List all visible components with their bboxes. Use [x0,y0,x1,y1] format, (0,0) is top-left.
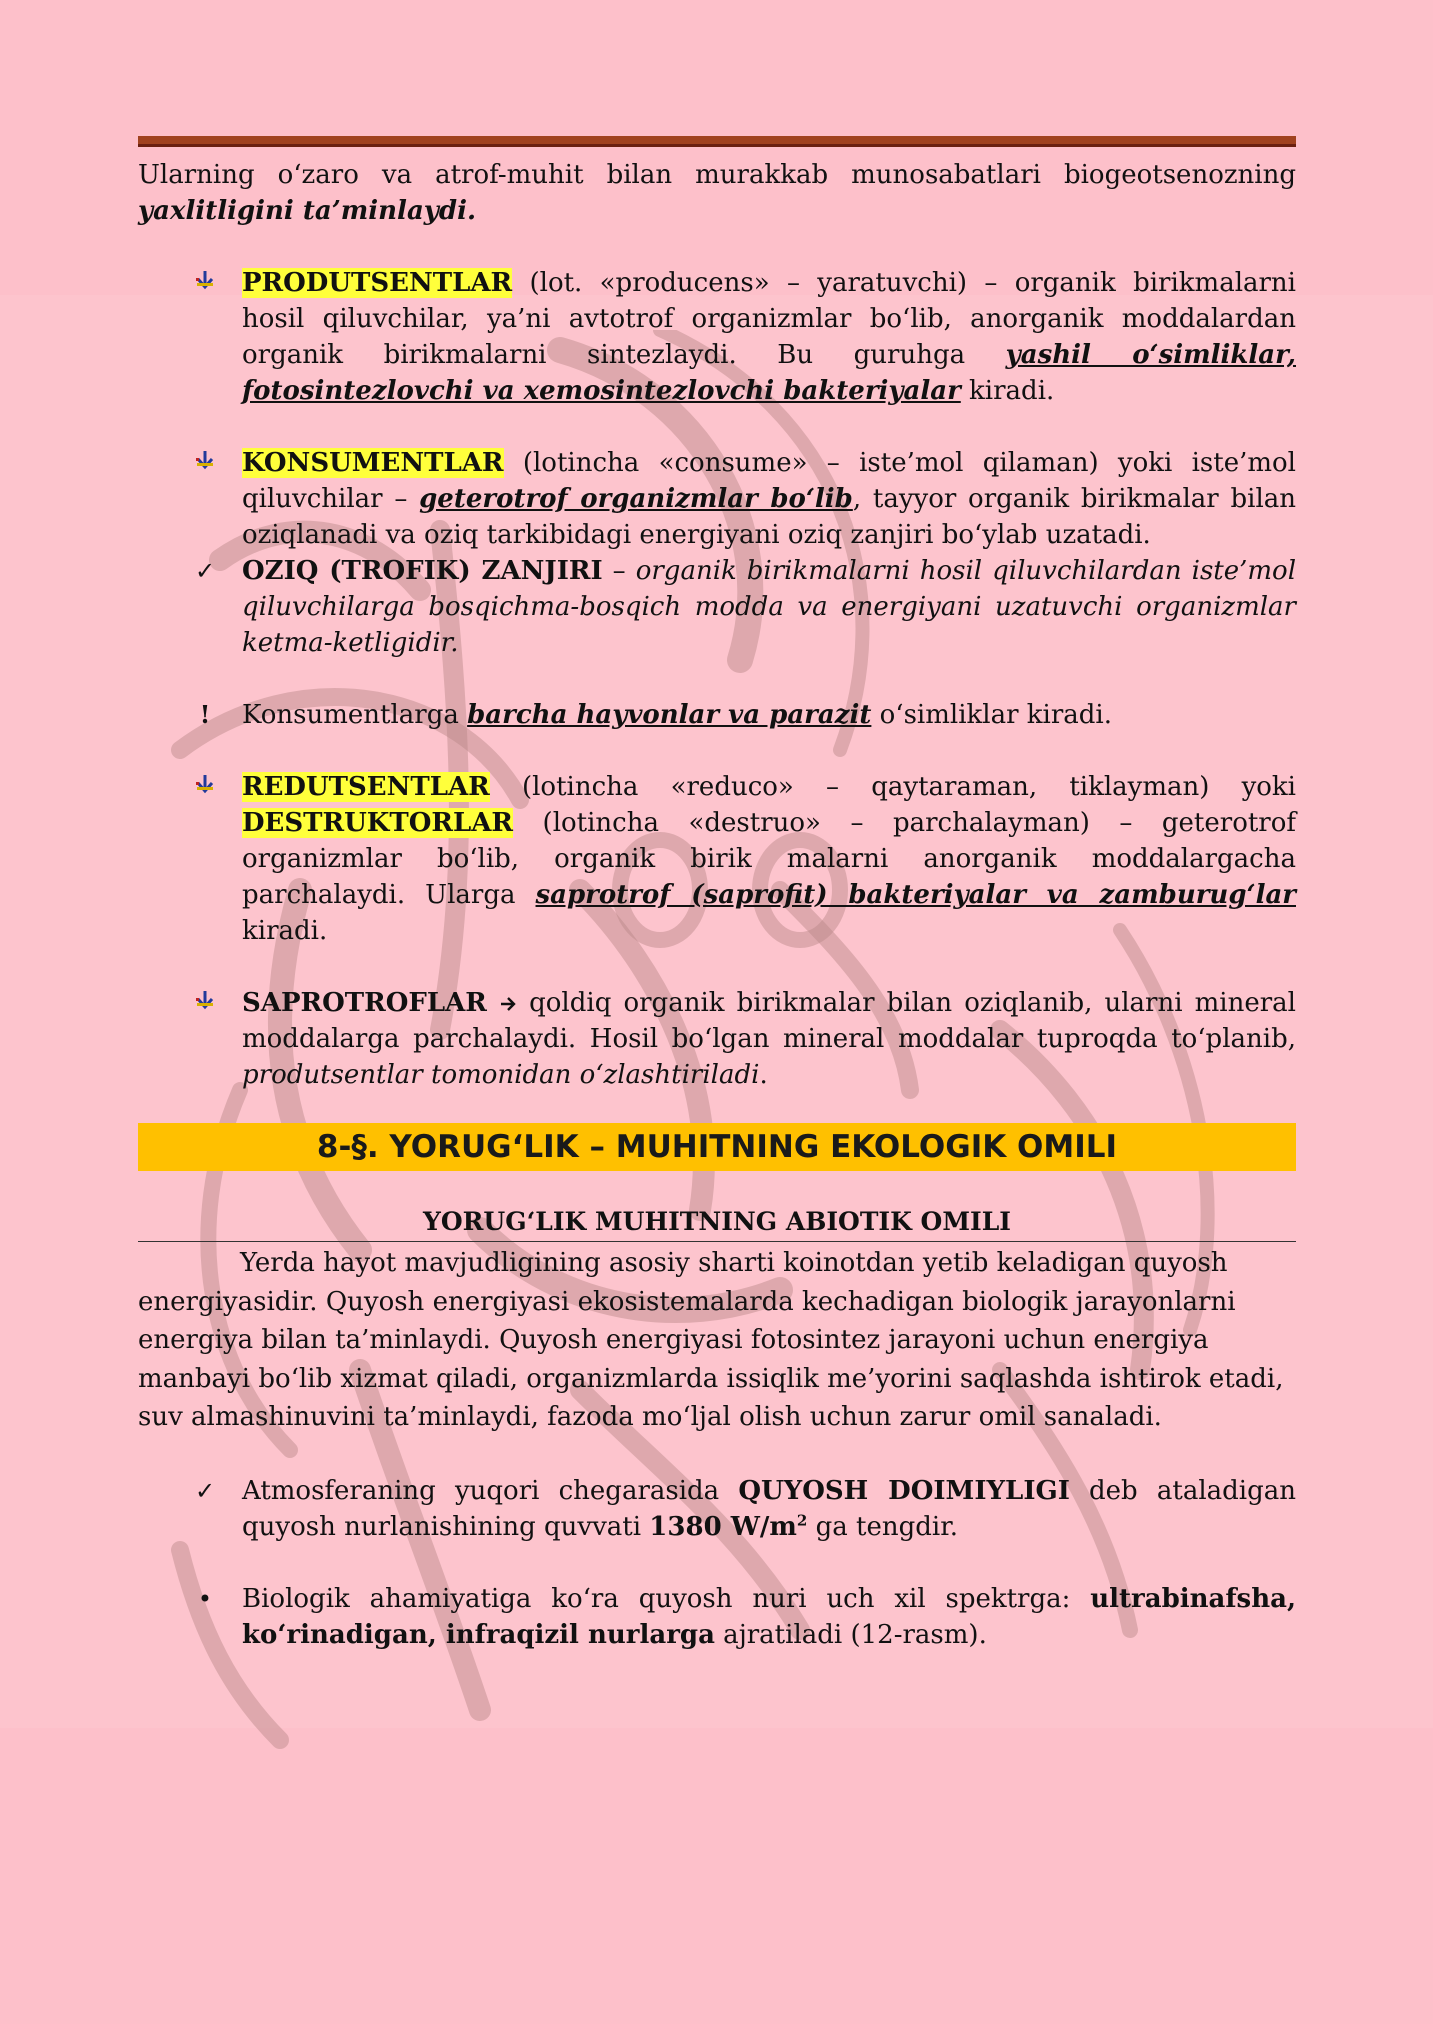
bullet-arrow-icon [194,769,216,805]
oziq-definition: organik birikmalarni hosil qiluvchilardan iste’mol qiluvchilarga bosqichma-bosqich modda va energiyani uzatuvchi organizmlar ketma-ketligidir. [242,556,1297,658]
list-item-oziq-zanjiri [138,553,1296,661]
spectrum-text: Biologik ahamiyatiga ko‘ra quyosh nuri uch xil spektrga: [242,1583,1091,1614]
term-redutsentlar: REDUTSENTLAR [242,772,490,802]
list-item-konsumentlar [138,445,1296,553]
bullet-arrow-icon [194,445,216,481]
header-rule [138,136,1296,147]
constant-text: Atmosferaning yuqori chegarasida [242,1475,739,1506]
intro-paragraph [138,157,1296,229]
konsumentlar-text: (lotincha «consume» – iste’mol qilaman) yoki iste’mol qiluvchilar – [242,448,1296,514]
constant-text-2: deb ataladigan quyosh nurlanishining quvvati [242,1475,1296,1542]
redutsentlar-text-end: kiradi. [242,916,328,946]
term-destruktorlar: DESTRUKTORLAR [242,808,514,838]
term-quyosh-doimiyligi: QUYOSH DOIMIYLIGI [738,1475,1070,1506]
term-oziq-zanjiri: OZIQ (TROFIK) ZANJIRI [242,556,603,586]
list-item-quyosh-doimiyligi [138,1473,1296,1545]
checkmark-icon: ✓ [194,557,216,585]
bullet-arrow-icon [194,985,216,1021]
list-item-saprotroflar [138,985,1296,1093]
produtsentlar-emphasis: yashil o‘simliklar, fotosintezlovchi va xemosintezlovchi bakteriyalar [242,340,1296,406]
bullet-dot-icon: • [197,1584,213,1613]
checkmark-icon: ✓ [194,1476,216,1505]
saprotroflar-emphasis: produtsentlar tomonidan o‘zlashtiriladi [242,1060,760,1090]
saprotroflar-text: qoldiq organik birikmalar bilan oziqlanib, ularni mineral moddalarga parchalaydi. Hosil bo‘lgan mineral moddalar tuproqda to‘planib, [242,988,1296,1054]
saprotroflar-text-end: . [759,1060,768,1090]
note-text: Konsumentlarga [242,700,468,730]
spectrum-terms: ultrabinafsha, ko‘rinadigan, infraqizil nurlarga [242,1583,1296,1650]
redutsentlar-text-2: (lotincha «destruo» – parchalayman) – geterotrof organizmlar bo‘lib, organik birik malarni anorganik moddalargacha parchalaydi. Ularga [242,808,1296,910]
list-item-note [138,697,1296,733]
subsection-title: YORUG‘LIK MUHITNING ABIOTIK OMILI [138,1205,1296,1242]
constant-value: 1380 W/m [649,1511,797,1542]
produtsentlar-text: (lot. «producens» – yaratuvchi) – organik birikmalarni hosil qiluvchilar, ya’ni avtotrof organizmlar bo‘lib, anorganik moddalardan organik birikmalarni sintezlaydi. Bu guruhga [242,268,1296,370]
term-konsumentlar: KONSUMENTLAR [242,448,504,478]
spectrum-text-end: ajratiladi (12-rasm). [714,1619,987,1650]
list-item-redutsentlar [138,769,1296,949]
oziq-dash: – [602,556,636,586]
term-produtsentlar: PRODUTSENTLAR [242,268,513,298]
konsumentlar-emphasis: geterotrof organizmlar bo‘lib [419,484,853,514]
list-item-spectrum [138,1581,1296,1653]
body-paragraph: Yerda hayot mavjudligining asosiy sharti koinotdan yetib keladigan quyosh energiyasidir. Quyosh energiyasi ekosistemalarda kechadigan biologik jarayonlarni energiya bilan ta’minlaydi. Quyosh energiyasi fotosintez jarayoni uchun energiya manbayi bo‘lib xizmat qiladi, organizmlarda issiqlik me’yorini saqlashda ishtirok etadi, suv almashinuvini ta’minlaydi, fazoda mo‘ljal olish uchun zarur omil sanaladi. [138,1248,1284,1432]
right-arrow-icon [499,995,517,1013]
note-emphasis: barcha hayvonlar va parazit [467,700,872,730]
page-band-bottom [0,1728,1433,2024]
intro-text: Ularning o‘zaro va atrof-muhit bilan murakkab munosabatlari biogeotsenozning [138,160,1296,190]
constant-text-end: ga tengdir. [807,1511,959,1542]
redutsentlar-text: (lotincha «reduco» – qaytaraman, tiklayman) yoki [489,772,1296,802]
konsumentlar-text-end: , tayyor organik birikmalar bilan oziqlanadi va oziq tarkibidagi energiyani oziq zanjiri bo‘ylab uzatadi. [242,484,1297,550]
intro-emphasis: yaxlitligini ta’minlaydi. [138,196,476,226]
exclamation-icon: ! [199,700,211,729]
document-page [138,136,1296,1653]
constant-unit-exponent: 2 [796,1510,808,1529]
term-saprotroflar: SAPROTROFLAR [242,988,487,1018]
list-item-produtsentlar [138,265,1296,409]
bullet-arrow-icon [194,265,216,301]
produtsentlar-text-end: kiradi. [960,376,1055,406]
note-text-end: o‘simliklar kiradi. [871,700,1113,730]
section-title: 8-§. YORUG‘LIK – MUHITNING EKOLOGIK OMILI [138,1123,1296,1171]
redutsentlar-emphasis: saprotrof (saprofit) bakteriyalar va zamburug‘lar [535,880,1296,910]
